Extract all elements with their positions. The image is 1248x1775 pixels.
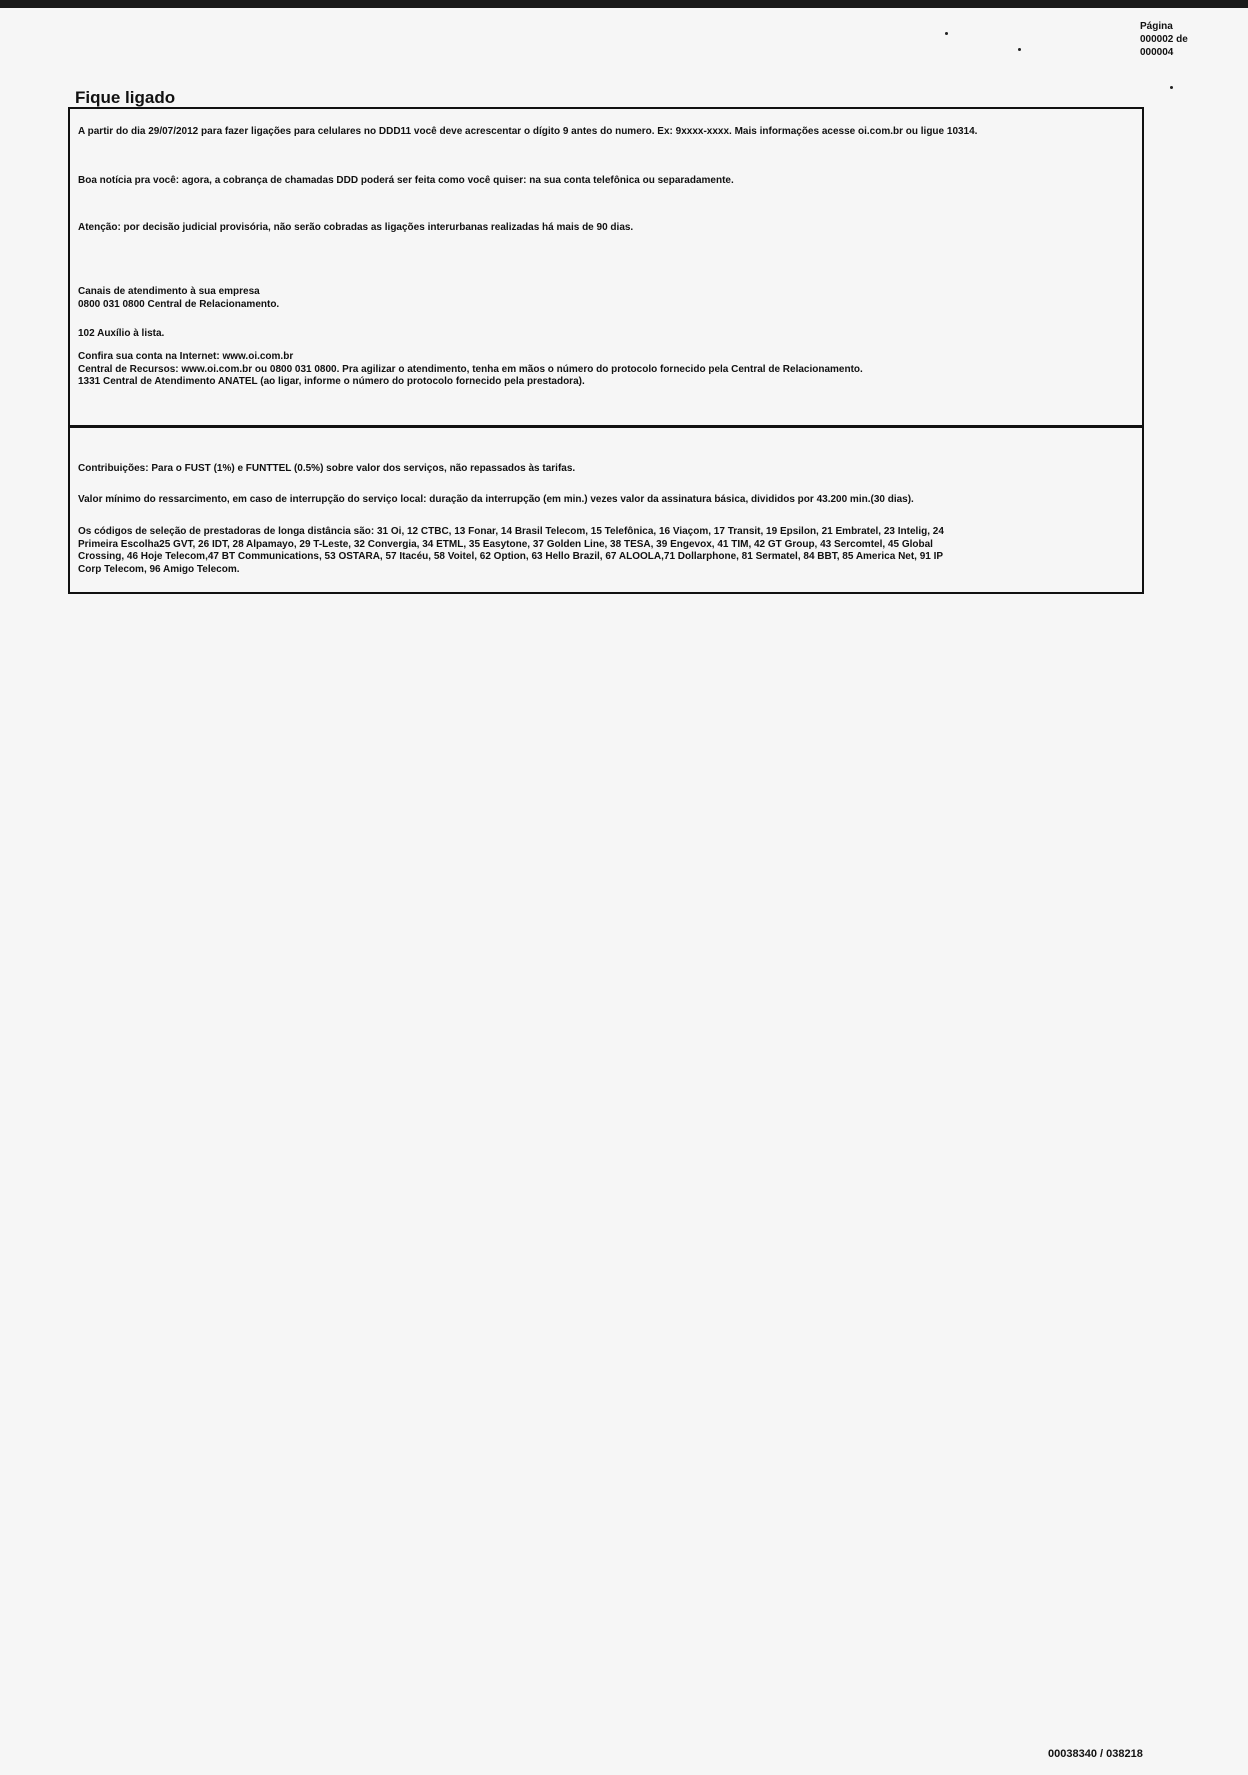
carrier-codes [78,526,1138,576]
document-code: 00038340 / 038218 [1048,1748,1143,1760]
scan-speck [1018,48,1021,51]
resources-line: Central de Recursos: www.oi.com.br ou 0800 031 0800. Pra agilizar o atendimento, tenha em mãos o número do protocolo fornecido pela Central de Relacionamento. [78,363,863,375]
channels-title: Canais de atendimento à sua empresa [78,286,260,297]
anatel-line: 1331 Central de Atendimento ANATEL (ao ligar, informe o número do protocolo fornecido pela prestadora). [78,376,585,387]
notice-judicial: Atenção: por decisão judicial provisória, não serão cobradas as ligações interurbanas realizadas há mais de 90 dias. [78,222,634,233]
internet-line: Confira sua conta na Internet: www.oi.com.br [78,351,294,362]
carrier-codes-line: Os códigos de seleção de prestadoras de longa distância são: 31 Oi, 12 CTBC, 13 Fonar, 14 Brasil Telecom, 15 Telefônica, 16 Viaçom, 17 Transit, 19 Epsilon, 21 Embratel, 23 Intelig, 24 [78,526,944,537]
page-current: 000002 de [1140,34,1188,45]
carrier-codes-line: Crossing, 46 Hoje Telecom,47 BT Communications, 53 OSTARA, 57 Itacéu, 58 Voitel, 62 Option, 63 Hello Brazil, 67 ALOOLA,71 Dollarphone, 81 Sermatel, 84 BBT, 85 America Net, 91 IP [78,551,944,562]
scan-speck [1170,86,1173,89]
internet-and-resources [78,351,1138,389]
service-channels [78,286,1138,311]
page-number [1140,20,1188,59]
contributions-text: Contribuições: Para o FUST (1%) e FUNTTEL (0.5%) sobre valor dos serviços, não repassados às tarifas. [78,463,576,474]
notice-ddd-billing: Boa notícia pra você: agora, a cobrança de chamadas DDD poderá ser feita como você quiser: na sua conta telefônica ou separadamente. [78,175,734,186]
channels-directory-line: 102 Auxílio à lista. [78,328,165,339]
notice-ddd11: A partir do dia 29/07/2012 para fazer ligações para celulares no DDD11 você deve acrescentar o dígito 9 antes do numero. Ex: 9xxxx-xxxx. Mais informações acesse oi.com.br ou ligue 10314. [78,126,978,137]
page-total: 000004 [1140,47,1174,58]
page-label: Página [1140,21,1173,32]
section-title: Fique ligado [75,88,176,107]
scan-speck [945,32,948,35]
regulatory-box [68,426,1144,594]
scan-top-edge [0,0,1248,8]
refund-text: Valor mínimo do ressarcimento, em caso de interrupção do serviço local: duração da interrupção (em min.) vezes valor da assinatura básica, divididos por 43.200 min.(30 dias). [78,494,914,505]
channels-relationship-line: 0800 031 0800 Central de Relacionamento. [78,298,280,310]
carrier-codes-line: Primeira Escolha25 GVT, 26 IDT, 28 Alpamayo, 29 T-Leste, 32 Convergia, 34 ETML, 35 Easytone, 37 Golden Line, 38 TESA, 39 Engevox, 41 TIM, 42 GT Group, 43 Sercomtel, 45 Global [78,538,933,550]
carrier-codes-line: Corp Telecom, 96 Amigo Telecom. [78,563,240,575]
notices-box [68,107,1144,427]
